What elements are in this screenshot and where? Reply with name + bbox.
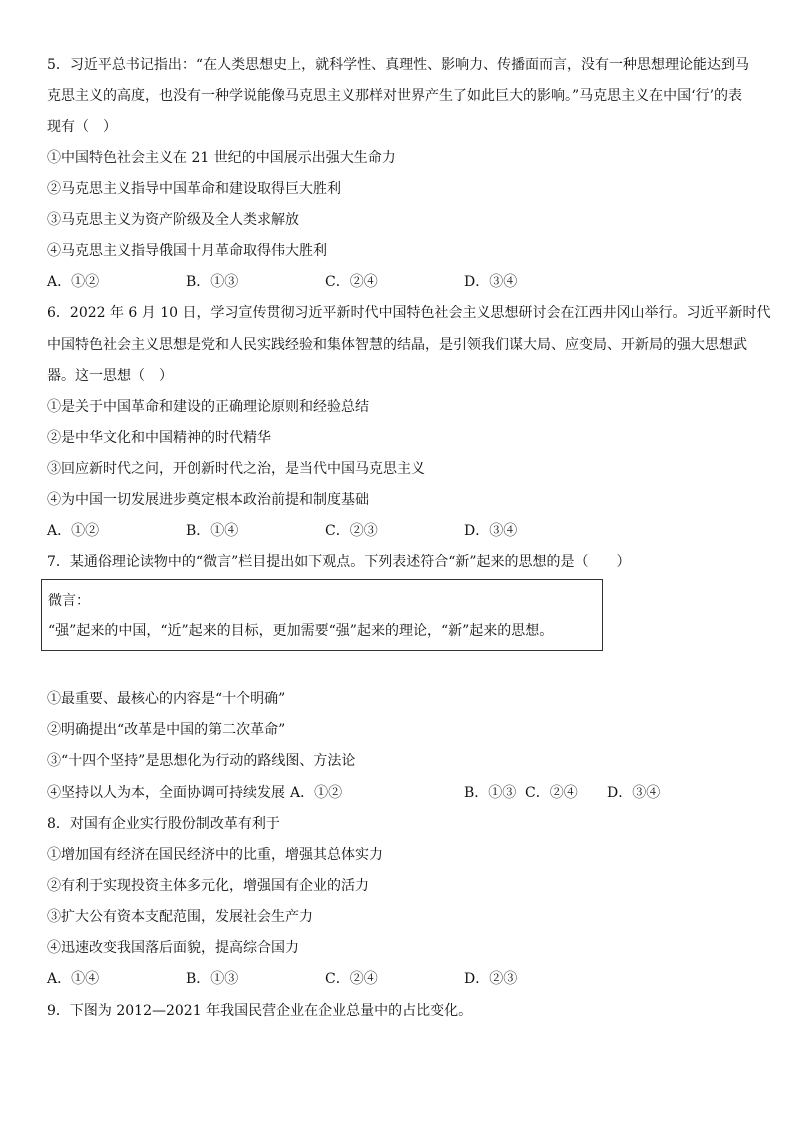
q6-item-1: ①是关于中国革命和建设的正确理论原则和经验总结 <box>47 399 369 415</box>
q7-option-b[interactable]: B．①③ <box>464 785 517 801</box>
q6-stem-line-1: 6．2022 年 6 月 10 日，学习宣传贯彻习近平新时代中国特色社会主义思想研讨会在江西井冈山举行。习近平新时代 <box>47 305 771 321</box>
q7-item-1: ①最重要、最核心的内容是“十个明确” <box>47 691 286 707</box>
q6-option-b[interactable]: B．①④ <box>186 523 239 539</box>
q5-stem-line-3: 现有（ ） <box>47 119 117 135</box>
q7-quote-box <box>41 579 603 651</box>
q7-option-a[interactable]: A．①② <box>290 785 343 801</box>
q7-item-3: ③“十四个坚持”是思想化为行动的路线图、方法论 <box>47 753 356 769</box>
q7-item-2: ②明确提出“改革是中国的第二次革命” <box>47 722 286 738</box>
q5-stem-line-1: 5．习近平总书记指出：“在人类思想史上，就科学性、真理性、影响力、传播面而言，没有一种思想理论能达到马 <box>47 57 750 73</box>
q6-option-c[interactable]: C．②③ <box>325 523 378 539</box>
q6-item-2: ②是中华文化和中国精神的时代精华 <box>47 430 271 446</box>
q6-stem-line-2: 中国特色社会主义思想是党和人民实践经验和集体智慧的结晶，是引领我们谋大局、应变局、开新局的强大思想武 <box>47 337 747 353</box>
q5-option-a[interactable]: A．①② <box>47 274 100 290</box>
q5-item-1: ①中国特色社会主义在 21 世纪的中国展示出强大生命力 <box>47 150 396 166</box>
q5-option-b[interactable]: B．①③ <box>186 274 239 290</box>
q8-option-b[interactable]: B．①③ <box>186 971 239 987</box>
q7-stem: 7．某通俗理论读物中的“微言”栏目提出如下观点。下列表述符合“新”起来的思想的是（ ） <box>47 554 631 570</box>
q5-item-4: ④马克思主义指导俄国十月革命取得伟大胜利 <box>47 243 327 259</box>
q8-stem: 8．对国有企业实行股份制改革有利于 <box>47 816 280 832</box>
q7-option-d[interactable]: D．③④ <box>607 785 661 801</box>
q7-box-text: “强”起来的中国，“近”起来的目标，更加需要“强”起来的理论，“新”起来的思想。 <box>48 623 554 639</box>
q7-option-c[interactable]: C．②④ <box>525 785 578 801</box>
q8-item-1: ①增加国有经济在国民经济中的比重，增强其总体实力 <box>47 847 383 863</box>
q9-stem: 9．下图为 2012—2021 年我国民营企业在企业总量中的占比变化。 <box>47 1003 473 1019</box>
q5-item-2: ②马克思主义指导中国革命和建设取得巨大胜利 <box>47 181 341 197</box>
q7-item-4: ④坚持以人为本，全面协调可持续发展 <box>47 785 285 801</box>
q8-option-c[interactable]: C．②④ <box>325 971 378 987</box>
q7-box-title: 微言： <box>48 593 90 609</box>
q6-item-4: ④为中国一切发展进步奠定根本政治前提和制度基础 <box>47 492 369 508</box>
q5-item-3: ③马克思主义为资产阶级及全人类求解放 <box>47 212 299 228</box>
q5-option-c[interactable]: C．②④ <box>325 274 378 290</box>
q6-option-d[interactable]: D．③④ <box>464 523 518 539</box>
q8-option-a[interactable]: A．①④ <box>47 971 100 987</box>
q6-option-a[interactable]: A．①② <box>47 523 100 539</box>
q6-stem-line-3: 器。这一思想（ ） <box>47 368 173 384</box>
q5-stem-line-2: 克思主义的高度，也没有一种学说能像马克思主义那样对世界产生了如此巨大的影响。”马克思主义在中国‘行’的表 <box>47 88 743 104</box>
q8-item-4: ④迅速改变我国落后面貌，提高综合国力 <box>47 940 299 956</box>
q5-option-d[interactable]: D．③④ <box>464 274 518 290</box>
q6-item-3: ③回应新时代之问，开创新时代之治，是当代中国马克思主义 <box>47 461 425 477</box>
q8-item-3: ③扩大公有资本支配范围，发展社会生产力 <box>47 909 313 925</box>
q8-item-2: ②有利于实现投资主体多元化，增强国有企业的活力 <box>47 878 369 894</box>
q8-option-d[interactable]: D．②③ <box>464 971 518 987</box>
